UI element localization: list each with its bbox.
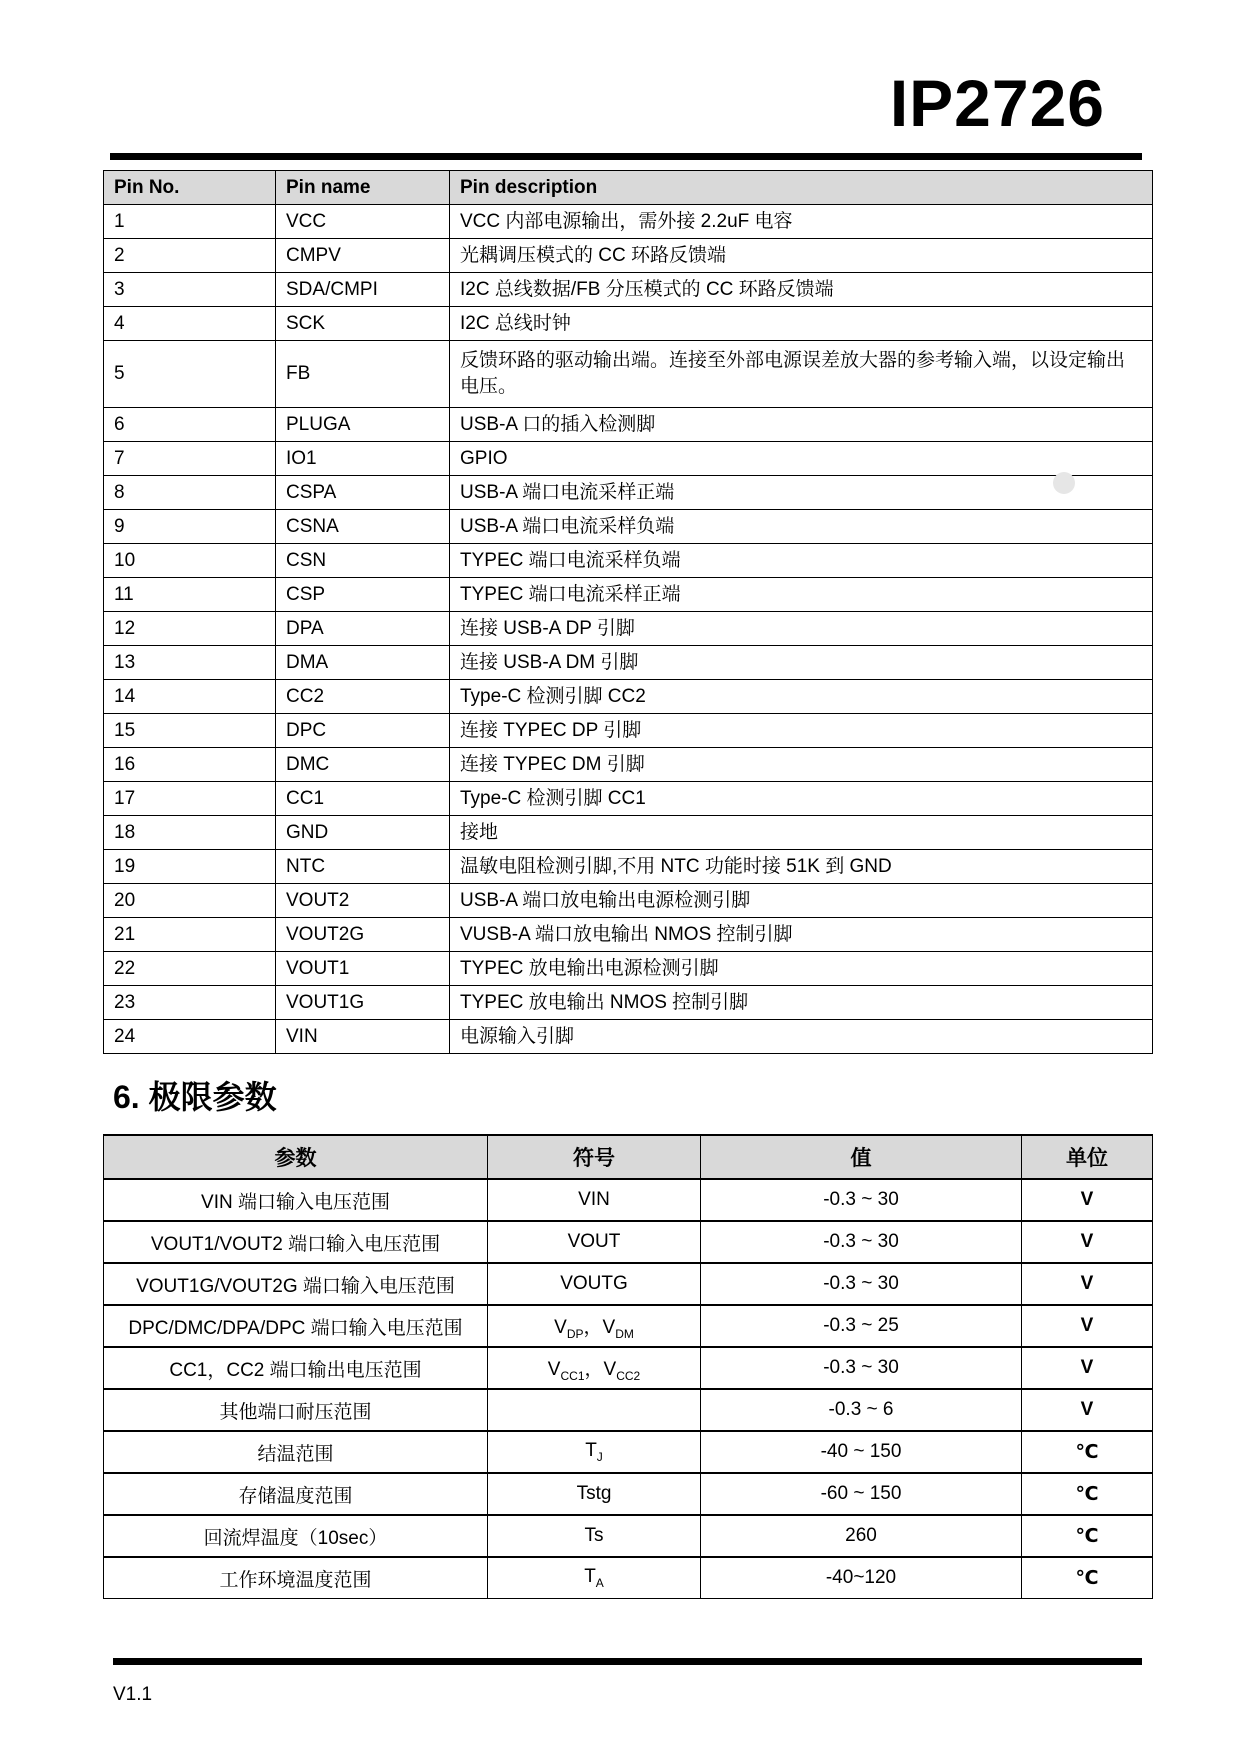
symbol-subscript: CC1: [560, 1368, 585, 1383]
pin-name-cell: CSN: [276, 544, 450, 578]
pin-description-cell: GPIO: [450, 442, 1153, 476]
pin-name-cell: GND: [276, 816, 450, 850]
pin-description-cell: 连接 USB-A DM 引脚: [450, 646, 1153, 680]
table-row: [104, 748, 1153, 782]
value-cell: -0.3 ~ 30: [701, 1347, 1022, 1389]
param-header: 参数: [104, 1135, 488, 1179]
table-row: [104, 408, 1153, 442]
pin-description-cell: 连接 USB-A DP 引脚: [450, 612, 1153, 646]
symbol-base: ，V: [583, 1316, 616, 1338]
symbol-cell: [488, 1431, 701, 1473]
unit-cell: ℃: [1022, 1473, 1153, 1515]
symbol-cell: VOUT: [488, 1221, 701, 1263]
param-cell: DPC/DMC/DPA/DPC 端口输入电压范围: [104, 1305, 488, 1347]
pin-description-cell: Type-C 检测引脚 CC1: [450, 782, 1153, 816]
table-row: [104, 1020, 1153, 1054]
value-cell: -0.3 ~ 6: [701, 1389, 1022, 1431]
table-row: [104, 782, 1153, 816]
symbol-cell: VIN: [488, 1179, 701, 1221]
table-row: [104, 816, 1153, 850]
symbol-subscript: A: [595, 1575, 604, 1590]
pin-description-cell: 连接 TYPEC DP 引脚: [450, 714, 1153, 748]
pin-description-cell: TYPEC 放电输出电源检测引脚: [450, 952, 1153, 986]
symbol-subscript: CC2: [616, 1368, 641, 1383]
pin-number-cell: 17: [104, 782, 276, 816]
table-row: [104, 918, 1153, 952]
pin-number-cell: 18: [104, 816, 276, 850]
pin-description-cell: TYPEC 端口电流采样正端: [450, 578, 1153, 612]
pin-name-cell: CMPV: [276, 239, 450, 273]
pin-description-cell: I2C 总线数据/FB 分压模式的 CC 环路反馈端: [450, 273, 1153, 307]
table-row: [104, 1515, 1153, 1557]
pin-number-cell: 2: [104, 239, 276, 273]
table-row: [104, 1431, 1153, 1473]
pin-number-cell: 20: [104, 884, 276, 918]
param-cell: 存储温度范围: [104, 1473, 488, 1515]
pin-description-cell: 光耦调压模式的 CC 环路反馈端: [450, 239, 1153, 273]
table-row: [104, 510, 1153, 544]
pin-number-cell: 7: [104, 442, 276, 476]
symbol-cell: Tstg: [488, 1473, 701, 1515]
table-row: [104, 714, 1153, 748]
param-cell: VOUT1G/VOUT2G 端口输入电压范围: [104, 1263, 488, 1305]
pin-name-cell: DMA: [276, 646, 450, 680]
unit-cell: ℃: [1022, 1431, 1153, 1473]
value-cell: -60 ~ 150: [701, 1473, 1022, 1515]
pin-number-cell: 22: [104, 952, 276, 986]
table-row: [104, 612, 1153, 646]
pin-name-cell: DPA: [276, 612, 450, 646]
pin-name-cell: CSPA: [276, 476, 450, 510]
table-row: [104, 307, 1153, 341]
pin-description-cell: I2C 总线时钟: [450, 307, 1153, 341]
table-row: [104, 952, 1153, 986]
symbol-base: T: [584, 1566, 596, 1588]
pin-number-cell: 15: [104, 714, 276, 748]
pin-number-cell: 23: [104, 986, 276, 1020]
pin-description-cell: TYPEC 放电输出 NMOS 控制引脚: [450, 986, 1153, 1020]
pin-description-cell: 反馈环路的驱动输出端。连接至外部电源误差放大器的参考输入端，以设定输出电压。: [450, 341, 1153, 408]
pin-number-cell: 19: [104, 850, 276, 884]
pin-name-cell: FB: [276, 341, 450, 408]
unit-cell: ℃: [1022, 1557, 1153, 1599]
pin-number-cell: 24: [104, 1020, 276, 1054]
pin-number-cell: 4: [104, 307, 276, 341]
pin-number-cell: 14: [104, 680, 276, 714]
pin-number-cell: 5: [104, 341, 276, 408]
pin-no-header: Pin No.: [104, 171, 276, 205]
table-row: [104, 476, 1153, 510]
value-cell: -0.3 ~ 25: [701, 1305, 1022, 1347]
pin-name-header: Pin name: [276, 171, 450, 205]
pin-name-cell: IO1: [276, 442, 450, 476]
limits-table-header-row: [104, 1135, 1153, 1179]
pin-description-cell: VCC 内部电源输出，需外接 2.2uF 电容: [450, 205, 1153, 239]
symbol-cell: [488, 1557, 701, 1599]
pin-description-cell: 温敏电阻检测引脚,不用 NTC 功能时接 51K 到 GND: [450, 850, 1153, 884]
unit-cell: V: [1022, 1179, 1153, 1221]
pin-name-cell: SDA/CMPI: [276, 273, 450, 307]
symbol-subscript: DM: [615, 1326, 634, 1341]
pin-number-cell: 21: [104, 918, 276, 952]
pin-description-cell: USB-A 口的插入检测脚: [450, 408, 1153, 442]
pin-name-cell: VIN: [276, 1020, 450, 1054]
symbol-cell: [488, 1305, 701, 1347]
unit-header: 单位: [1022, 1135, 1153, 1179]
value-cell: -40 ~ 150: [701, 1431, 1022, 1473]
pin-name-cell: VOUT1: [276, 952, 450, 986]
pin-name-cell: VOUT2: [276, 884, 450, 918]
pin-description-cell: 接地: [450, 816, 1153, 850]
unit-cell: V: [1022, 1305, 1153, 1347]
pin-name-cell: VCC: [276, 205, 450, 239]
pin-name-cell: DPC: [276, 714, 450, 748]
table-row: [104, 205, 1153, 239]
table-row: [104, 341, 1153, 408]
unit-cell: V: [1022, 1347, 1153, 1389]
page-dot-mark: [1053, 472, 1075, 494]
version-label: V1.1: [113, 1684, 153, 1705]
param-cell: VOUT1/VOUT2 端口输入电压范围: [104, 1221, 488, 1263]
table-row: [104, 1473, 1153, 1515]
symbol-cell: [488, 1347, 701, 1389]
pin-description-cell: USB-A 端口电流采样正端: [450, 476, 1153, 510]
pin-name-cell: CC2: [276, 680, 450, 714]
pin-name-cell: SCK: [276, 307, 450, 341]
table-row: [104, 680, 1153, 714]
unit-cell: V: [1022, 1389, 1153, 1431]
pin-number-cell: 3: [104, 273, 276, 307]
pin-name-cell: PLUGA: [276, 408, 450, 442]
param-cell: 结温范围: [104, 1431, 488, 1473]
value-cell: -0.3 ~ 30: [701, 1263, 1022, 1305]
table-row: [104, 1389, 1153, 1431]
param-cell: CC1，CC2 端口输出电压范围: [104, 1347, 488, 1389]
table-row: [104, 239, 1153, 273]
table-row: [104, 1179, 1153, 1221]
value-cell: -0.3 ~ 30: [701, 1179, 1022, 1221]
pin-name-cell: CSP: [276, 578, 450, 612]
unit-cell: V: [1022, 1263, 1153, 1305]
pin-number-cell: 13: [104, 646, 276, 680]
param-cell: 回流焊温度（10sec）: [104, 1515, 488, 1557]
value-cell: -40~120: [701, 1557, 1022, 1599]
param-cell: VIN 端口输入电压范围: [104, 1179, 488, 1221]
table-row: [104, 884, 1153, 918]
table-row: [104, 986, 1153, 1020]
symbol-base: T: [585, 1440, 597, 1462]
symbol-cell: Ts: [488, 1515, 701, 1557]
pin-number-cell: 8: [104, 476, 276, 510]
absolute-limits-table: [103, 1134, 1153, 1599]
page-title: IP2726: [889, 66, 1105, 140]
pin-table-header-row: [104, 171, 1153, 205]
pin-description-cell: USB-A 端口电流采样负端: [450, 510, 1153, 544]
table-row: [104, 544, 1153, 578]
pin-number-cell: 9: [104, 510, 276, 544]
pin-name-cell: NTC: [276, 850, 450, 884]
unit-cell: ℃: [1022, 1515, 1153, 1557]
table-row: [104, 578, 1153, 612]
value-cell: -0.3 ~ 30: [701, 1221, 1022, 1263]
pin-name-cell: VOUT2G: [276, 918, 450, 952]
symbol-subscript: DP: [566, 1326, 584, 1341]
symbol-cell: VOUTG: [488, 1263, 701, 1305]
unit-cell: V: [1022, 1221, 1153, 1263]
symbol-base: ，V: [584, 1358, 617, 1380]
pin-description-cell: VUSB-A 端口放电输出 NMOS 控制引脚: [450, 918, 1153, 952]
pin-number-cell: 1: [104, 205, 276, 239]
table-row: [104, 646, 1153, 680]
footer-rule: [113, 1658, 1142, 1665]
pin-description-header: Pin description: [450, 171, 1153, 205]
param-cell: 工作环境温度范围: [104, 1557, 488, 1599]
pin-description-cell: 连接 TYPEC DM 引脚: [450, 748, 1153, 782]
pin-number-cell: 11: [104, 578, 276, 612]
pin-name-cell: VOUT1G: [276, 986, 450, 1020]
table-row: [104, 1263, 1153, 1305]
table-row: [104, 1347, 1153, 1389]
pin-name-cell: CSNA: [276, 510, 450, 544]
pin-number-cell: 16: [104, 748, 276, 782]
value-header: 值: [701, 1135, 1022, 1179]
header-rule: [110, 153, 1142, 160]
symbol-cell: [488, 1389, 701, 1431]
param-cell: 其他端口耐压范围: [104, 1389, 488, 1431]
pin-description-cell: TYPEC 端口电流采样负端: [450, 544, 1153, 578]
pin-name-cell: DMC: [276, 748, 450, 782]
section-heading: 6. 极限参数: [113, 1079, 277, 1115]
table-row: [104, 1557, 1153, 1599]
value-cell: 260: [701, 1515, 1022, 1557]
symbol-base: V: [554, 1316, 567, 1338]
symbol-subscript: J: [596, 1449, 603, 1464]
symbol-header: 符号: [488, 1135, 701, 1179]
pin-number-cell: 12: [104, 612, 276, 646]
pin-number-cell: 6: [104, 408, 276, 442]
pin-description-cell: 电源输入引脚: [450, 1020, 1153, 1054]
pin-name-cell: CC1: [276, 782, 450, 816]
pin-number-cell: 10: [104, 544, 276, 578]
table-row: [104, 273, 1153, 307]
table-row: [104, 850, 1153, 884]
pin-description-table: [103, 170, 1153, 1054]
table-row: [104, 442, 1153, 476]
pin-description-cell: USB-A 端口放电输出电源检测引脚: [450, 884, 1153, 918]
symbol-base: V: [547, 1358, 561, 1380]
table-row: [104, 1305, 1153, 1347]
table-row: [104, 1221, 1153, 1263]
pin-description-cell: Type-C 检测引脚 CC2: [450, 680, 1153, 714]
